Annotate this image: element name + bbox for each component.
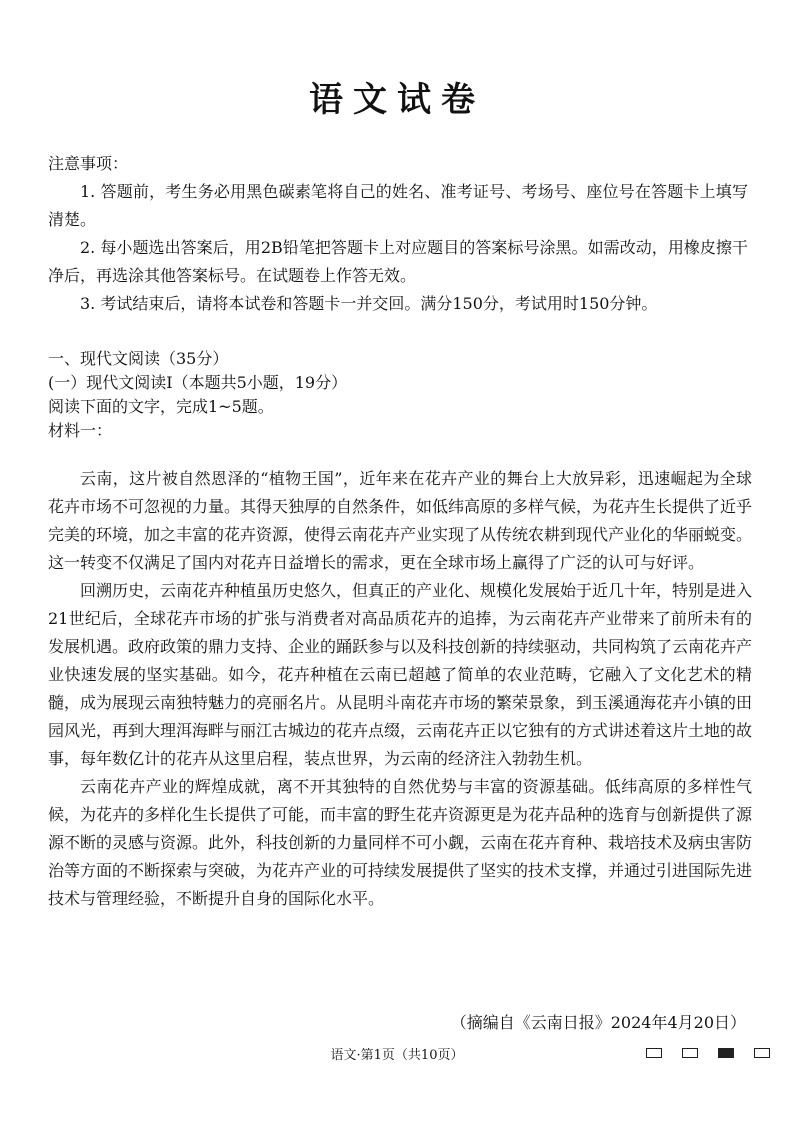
page-footer: 语文·第1页（共10页） xyxy=(330,1048,464,1063)
page-title: 语文试卷 xyxy=(309,80,485,120)
material-label: 材料一： xyxy=(48,421,113,440)
reading-material xyxy=(48,465,752,913)
paragraph: 云南花卉产业的辉煌成就，离不开其独特的自然优势与丰富的资源基础。低纬高原的多样性气候，为花卉的多样化生长提供了可能，而丰富的野生花卉资源更是为花卉品种的选育与创新提供了源源不断的灵感与资源。此外，科技创新的力量同样不可小觑，云南在花卉育种、栽培技术及病虫害防治等方面的不断探索与突破，为花卉产业的可持续发展提供了坚实的技术支撑，并通过引进国际先进技术与管理经验，不断提升自身的国际化水平。 xyxy=(48,777,753,908)
notice-heading: 注意事项： xyxy=(48,154,129,173)
section-heading: 一、现代文阅读（35分） xyxy=(48,349,229,368)
notice-block xyxy=(48,150,748,318)
scan-mark xyxy=(682,1048,698,1058)
paragraph: 云南，这片被自然恩泽的“植物王国”，近年来在花卉产业的舞台上大放异彩，迅速崛起为全球花卉市场不可忽视的力量。其得天独厚的自然条件，如低纬高原的多样气候，为花卉生长提供了近乎完美的环境，加之丰富的花卉资源，使得云南花卉产业实现了从传统农耕到现代产业化的华丽蜕变。这一转变不仅满足了国内对花卉日益增长的需求，更在全球市场上赢得了广泛的认可与好评。 xyxy=(48,469,753,572)
section-instruction: 阅读下面的文字，完成1~5题。 xyxy=(48,397,274,416)
paragraph: 回溯历史，云南花卉种植虽历史悠久，但真正的产业化、规模化发展始于近几十年，特别是进入21世纪后，全球花卉市场的扩张与消费者对高品质花卉的追捧，为云南花卉产业带来了前所未有的发展机遇。政府政策的鼎力支持、企业的踊跃参与以及科技创新的持续驱动，共同构筑了云南花卉产业快速发展的坚实基础。如今，花卉种植在云南已超越了简单的农业范畴，它融入了文化艺术的精髓，成为展现云南独特魅力的亮丽名片。从昆明斗南花卉市场的繁荣景象，到玉溪通海花卉小镇的田园风光，再到大理洱海畔与丽江古城边的花卉点缀，云南花卉正以它独有的方式讲述着这片土地的故事，每年数亿计的花卉从这里启程，装点世界，为云南的经济注入勃勃生机。 xyxy=(48,581,753,768)
section-subheading: (一）现代文阅读Ⅰ（本题共5小题，19分） xyxy=(48,373,348,392)
notice-item: 3. 考试结束后，请将本试卷和答题卡一并交回。满分150分，考试用时150分钟。 xyxy=(80,294,658,313)
scan-mark xyxy=(754,1048,770,1058)
scan-mark xyxy=(646,1048,662,1058)
scan-mark-filled xyxy=(718,1048,734,1058)
scan-marks xyxy=(646,1048,770,1058)
notice-item: 2. 每小题选出答案后，用2B铅笔把答题卡上对应题目的答案标号涂黑。如需改动，用橡皮擦干净后，再选涂其他答案标号。在试题卷上作答无效。 xyxy=(48,238,748,285)
source-citation: （摘编自《云南日报》2024年4月20日） xyxy=(450,1013,746,1032)
section-header xyxy=(48,347,754,443)
notice-item: 1. 答题前，考生务必用黑色碳素笔将自己的姓名、准考证号、考场号、座位号在答题卡上填写清楚。 xyxy=(48,182,748,229)
